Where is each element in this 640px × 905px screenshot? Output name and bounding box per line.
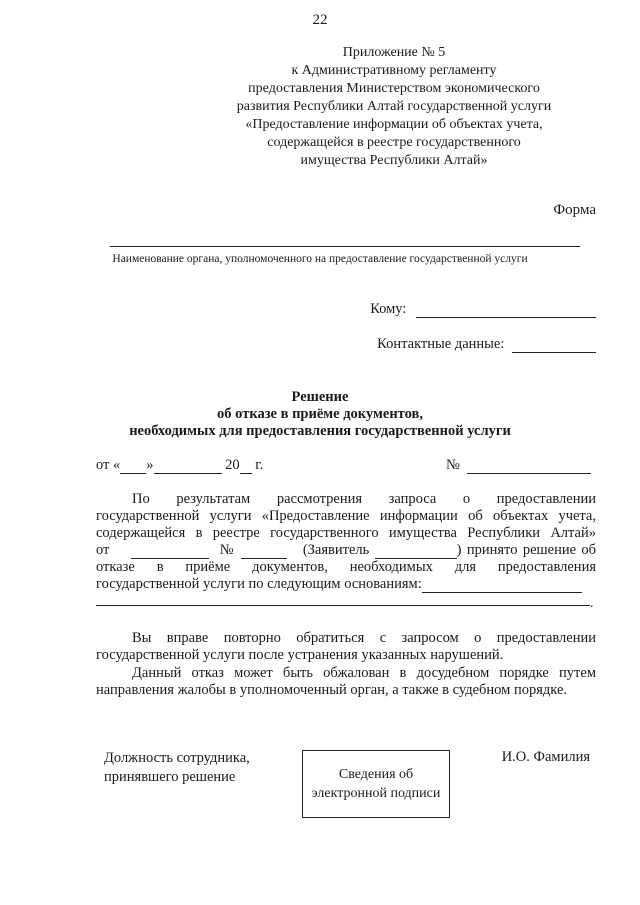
electronic-signature-box [302, 750, 450, 818]
date-year-field[interactable] [240, 459, 252, 474]
date-from-label: от « [96, 457, 121, 473]
signature-box-line: электронной подписи [311, 786, 441, 801]
number-field[interactable] [467, 459, 591, 474]
official-name-label: И.О. Фамилия [501, 749, 590, 765]
paragraph-line: Вы вправе повторно обратиться с запросом о предоставлении [132, 630, 596, 646]
to-label: Кому: [370, 301, 407, 317]
appendix-line: имущества Республики Алтай» [300, 153, 488, 168]
recipient-row [370, 301, 596, 318]
paragraph-line: Данный отказ может быть обжалован в досудебном порядке путем [132, 665, 596, 681]
appendix-line: «Предоставление информации об объектах учета, [245, 117, 543, 132]
to-field[interactable] [416, 303, 596, 318]
number-sign: № [446, 457, 460, 473]
grounds-end-dot: . [590, 596, 594, 611]
org-name-line [110, 246, 580, 247]
decision-text: ) принято решение об [456, 542, 597, 558]
date-year-suffix: г. [255, 457, 264, 473]
applicant-field[interactable] [375, 544, 457, 559]
date-month-field[interactable] [154, 459, 222, 474]
paragraph-line: По результатам рассмотрения запроса о предоставлении [132, 491, 596, 507]
paragraph-line: государственной услуги после устранения указанных нарушений. [96, 647, 504, 663]
date-day-field[interactable] [120, 459, 146, 474]
number-row [446, 457, 591, 474]
grounds-field[interactable] [422, 578, 582, 593]
org-caption: Наименование органа, уполномоченного на предоставление государственной услуги [112, 253, 528, 265]
grounds-label: государственной услуги по следующим основаниям: [96, 576, 422, 592]
decision-title: Решение [291, 389, 349, 405]
paragraph-grounds [96, 491, 596, 593]
paragraph-line: содержащейся в реестре государственного имущества Республики Алтай» [96, 525, 596, 541]
paragraph-resubmit [96, 630, 596, 664]
appendix-line: содержащейся в реестре государственного [267, 135, 521, 150]
applicant-label: (Заявитель [302, 542, 370, 558]
position-line: принявшего решение [104, 769, 236, 785]
decision-subtitle: об отказе в приёме документов, [217, 406, 423, 422]
from-label: от [96, 542, 110, 558]
appendix-line: Приложение № 5 [342, 45, 446, 60]
page-number: 22 [312, 12, 328, 28]
contacts-field[interactable] [512, 338, 596, 353]
paragraph-line: государственной услуги «Предоставление информации об объектах учета, [96, 508, 596, 524]
paragraph-line-with-fields [96, 542, 596, 559]
date-row [96, 457, 263, 474]
contacts-label: Контактные данные: [377, 336, 505, 352]
number-sign: № [219, 542, 236, 558]
request-number-field[interactable] [241, 544, 287, 559]
appendix-line: предоставления Министерством экономического [248, 81, 540, 96]
appendix-line: развития Республики Алтай государственной услуги [236, 99, 552, 114]
date-year-label: 20 [225, 457, 240, 473]
form-label: Форма [553, 202, 596, 218]
appendix-header [214, 44, 574, 170]
position-line: Должность сотрудника, [104, 750, 250, 766]
official-position-label [104, 749, 250, 787]
appendix-line: к Административному регламенту [291, 63, 497, 78]
grounds-continuation-line[interactable] [96, 605, 590, 606]
request-date-field[interactable] [131, 544, 209, 559]
paragraph-line: направления жалобы в уполномоченный орган, а также в судебном порядке. [96, 682, 568, 698]
paragraph-line-with-field [96, 576, 596, 593]
decision-subtitle: необходимых для предоставления государственной услуги [129, 423, 511, 439]
paragraph-line: отказе в приёме документов, необходимых для предоставления [96, 559, 596, 575]
paragraph-appeal [96, 665, 596, 699]
signature-box-line: Сведения об [338, 767, 414, 782]
contacts-row [377, 336, 596, 353]
date-close-quote: » [146, 457, 154, 473]
